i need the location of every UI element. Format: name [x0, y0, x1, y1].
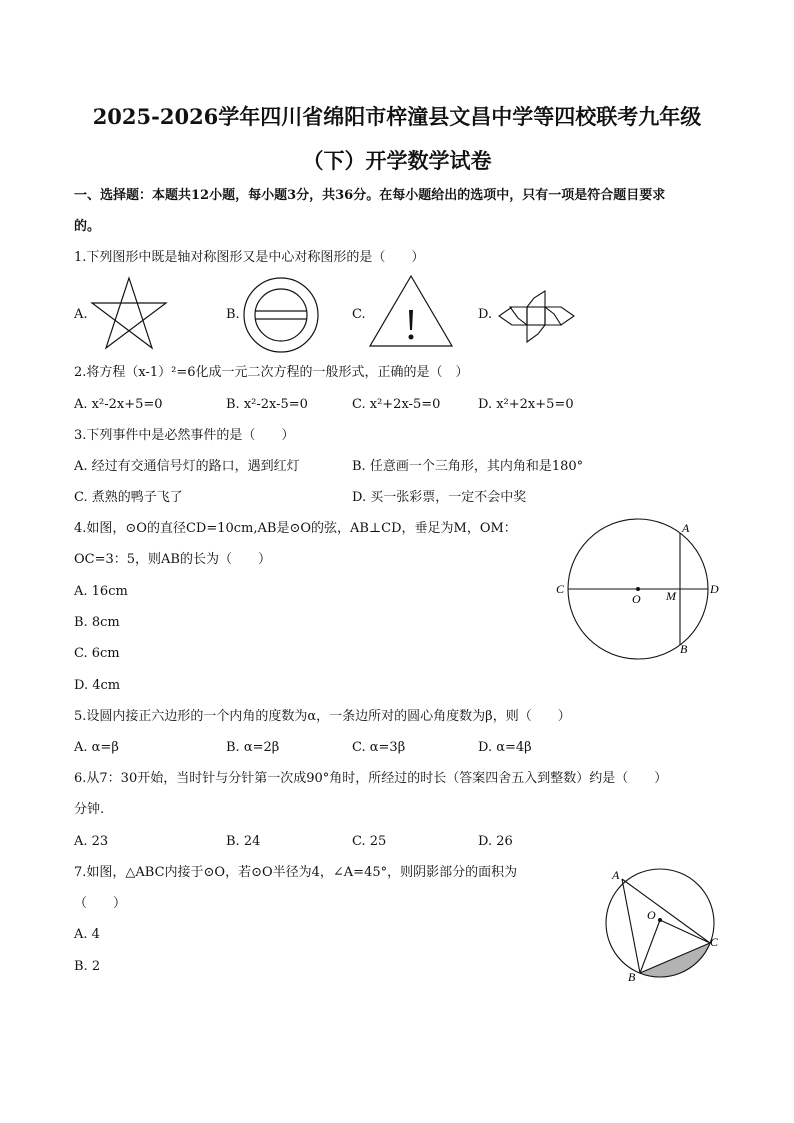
- q7-circle: [606, 869, 714, 977]
- title-line-2: （下）开学数学试卷: [302, 148, 492, 173]
- q6-option-b: B. 24: [226, 834, 261, 849]
- q7-radius-ob: [640, 920, 660, 973]
- q1-option-c-label: C.: [352, 307, 366, 322]
- q6-option-a: A. 23: [74, 834, 109, 849]
- circle-with-bar-icon: [240, 276, 322, 354]
- section-heading: 一、选择题：本题共12小题，每小题3分，共36分。在每小题给出的选项中，只有一项是符合题目要求: [74, 188, 666, 203]
- q7-label-a: A: [612, 868, 620, 882]
- question-2-stem: 2.将方程（x-1）²=6化成一元二次方程的一般形式，正确的是（ ）: [74, 365, 469, 380]
- q5-option-b: B. α=2β: [226, 740, 280, 755]
- question-5-stem: 5.设圆内接正六边形的一个内角的度数为α，一条边所对的圆心角度数为β，则（ ）: [74, 709, 571, 724]
- question-4-stem-cont: OC=3：5，则AB的长为（ ）: [74, 552, 271, 567]
- q4-label-b: B: [680, 642, 688, 656]
- q7-side-ab: [622, 879, 640, 973]
- q4-label-a: A: [682, 521, 690, 535]
- title-line-1: 2025-2026学年四川省绵阳市梓潼县文昌中学等四校联考九年级: [92, 104, 702, 129]
- warning-triangle-icon: [368, 274, 454, 348]
- q1-option-a-label: A.: [74, 307, 88, 322]
- q3-option-c: C. 煮熟的鸭子飞了: [74, 490, 183, 505]
- q4-option-a: A. 16cm: [74, 584, 128, 599]
- q4-label-m: M: [666, 589, 676, 603]
- q7-option-a: A. 4: [74, 927, 100, 942]
- q2-option-a: A. x²-2x+5=0: [74, 397, 163, 412]
- q3-option-a: A. 经过有交通信号灯的路口，遇到红灯: [74, 459, 300, 474]
- q7-option-b: B. 2: [74, 959, 101, 974]
- q7-center-point: [658, 918, 662, 922]
- q4-label-c: C: [556, 582, 565, 596]
- q4-circle-figure: [550, 518, 730, 663]
- star-icon: [88, 275, 170, 351]
- q1-option-d-label: D.: [478, 307, 493, 322]
- q7-circle-figure: [600, 865, 730, 987]
- q7-radius-oc: [660, 920, 710, 943]
- q7-label-c: C: [710, 935, 719, 949]
- q5-option-d: D. α=4β: [478, 740, 532, 755]
- pinwheel-icon: [494, 286, 580, 348]
- q2-option-b: B. x²-2x-5=0: [226, 397, 308, 412]
- question-7-stem-cont: （ ）: [74, 896, 127, 911]
- q3-option-b: B. 任意画一个三角形，其内角和是180°: [352, 459, 584, 474]
- question-3-stem: 3.下列事件中是必然事件的是（ ）: [74, 428, 295, 443]
- q4-center-point: [636, 587, 640, 591]
- q2-option-c: C. x²+2x-5=0: [352, 397, 441, 412]
- q4-option-c: C. 6cm: [74, 646, 120, 661]
- q4-label-d: D: [710, 582, 719, 596]
- q4-option-b: B. 8cm: [74, 615, 120, 630]
- q5-option-c: C. α=3β: [352, 740, 406, 755]
- question-7-stem: 7.如图，△ABC内接于⊙O，若⊙O半径为4，∠A=45°，则阴影部分的面积为: [74, 865, 518, 880]
- q3-option-d: D. 买一张彩票，一定不会中奖: [352, 490, 527, 505]
- question-6-stem-cont: 分钟.: [74, 802, 105, 817]
- section-heading-cont: 的。: [74, 219, 101, 234]
- q7-label-o: O: [647, 908, 656, 922]
- q6-option-d: D. 26: [478, 834, 513, 849]
- q6-option-c: C. 25: [352, 834, 387, 849]
- q7-side-ac: [622, 879, 710, 943]
- q7-label-b: B: [628, 970, 636, 984]
- q4-option-d: D. 4cm: [74, 678, 121, 693]
- q4-label-o: O: [632, 592, 641, 606]
- question-6-stem: 6.从7：30开始，当时针与分针第一次成90°角时，所经过的时长（答案四舍五入到整数）约是（ ）: [74, 771, 668, 786]
- question-1-stem: 1.下列图形中既是轴对称图形又是中心对称图形的是（ ）: [74, 250, 425, 265]
- q1-option-b-label: B.: [226, 307, 240, 322]
- question-4-stem: 4.如图，⊙O的直径CD=10cm,AB是⊙O的弦，AB⊥CD，垂足为M，OM：: [74, 521, 517, 536]
- q5-option-a: A. α=β: [74, 740, 119, 755]
- q2-option-d: D. x²+2x+5=0: [478, 397, 574, 412]
